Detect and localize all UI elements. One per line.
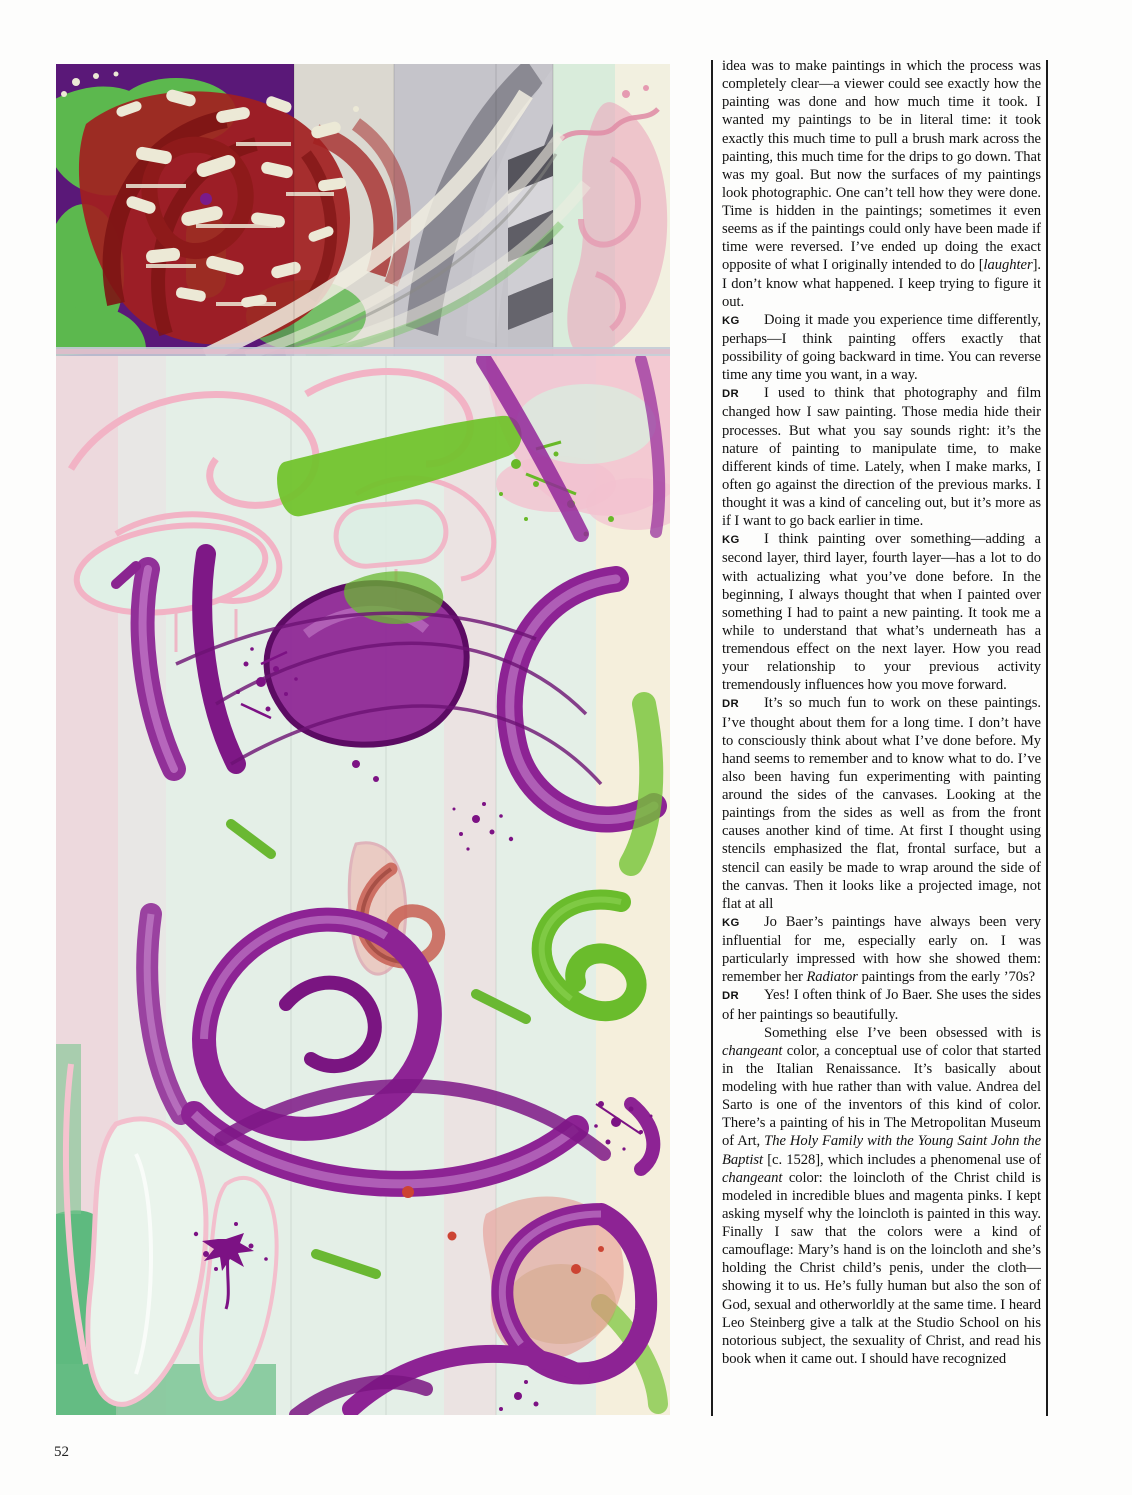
paragraph	[722, 384, 1041, 530]
italic-text: The Holy Family with the Young Saint John the Baptist	[722, 1133, 1041, 1168]
body-text: paintings from the early ’70s?	[857, 969, 1036, 986]
italic-text: Radiator	[806, 969, 858, 986]
body-text: color, a conceptual use of color that started in the Italian Renaissance. It’s basically about modeling with hue rather than with value. Andrea del Sarto is one of the inventors of this kind of color. There’s a painting of his in The Metropolitan Museum of Art,	[722, 1042, 1041, 1150]
paragraph	[722, 913, 1041, 987]
paragraph	[722, 530, 1041, 694]
paragraph	[722, 57, 1041, 311]
body-text: I think painting over something—adding a second layer, third layer, fourth layer—has a lot to do with actualizing what you’ve done before. In the beginning, I always thought that when I painted over something I had to paint a new painting. It took me a while to understand that what’s underneath has a tremendous effect on the next layer. How you read your relationship to your previous activity tremendously influences how you move forward.	[722, 531, 1041, 694]
italic-text: changeant	[722, 1169, 783, 1186]
paragraph	[722, 986, 1041, 1023]
speaker-tag: DR	[722, 388, 739, 401]
body-text: color: the loincloth of the Christ child is modeled in incredible blues and magenta pinks. I kept asking myself why the loincloth is painted in this way. Finally I saw that the colors were a kind of camouflage: Mary’s hand is on the loincloth and she’s holding the Christ child’s penis, under the cloth—showing it to us. He’s fully human but also the son of God, sexual and otherworldly at the same time. I heard Leo Steinberg give a talk at the Studio School on his notorious subject, the sexuality of Christ, and read his book when it came out. I should have recognized	[722, 1169, 1041, 1367]
body-text: Doing it made you experience time differently, perhaps—I think painting offers exactly that possibility of going backward in time. You can reverse time any time you want, in a way.	[722, 311, 1041, 384]
paragraph	[722, 694, 1041, 913]
paragraph	[722, 1024, 1041, 1368]
speaker-tag: KG	[722, 534, 740, 547]
body-text: Jo Baer’s paintings have always been very influential for me, especially early on. I was particularly impressed with how she showed them: remember her	[722, 913, 1041, 986]
italic-text: laughter	[983, 257, 1033, 274]
column-rule-left	[711, 60, 713, 1416]
column-rule-right	[1046, 60, 1048, 1416]
body-text: idea was to make paintings in which the process was completely clear—a viewer could see exactly how the painting was done and how much time it took. I wanted my paintings to be in literal time: it took exactly this much time to pull a brush mark across the painting, this much time for the drips to go down. That was my goal. But now the surfaces of my paintings look photographic. One can’t tell how they were done. Time is hidden in the paintings; sometimes it even seems as if the paintings could only have been made if time were reversed. I’ve ended up doing the exact opposite of what I originally intended to do [	[722, 58, 1041, 274]
body-text: ]. I don’t know what happened. I keep trying to figure it out.	[722, 257, 1041, 310]
speaker-tag: KG	[722, 916, 740, 929]
speaker-tag: KG	[722, 314, 740, 327]
body-text: I used to think that photography and film changed how I saw painting. Those media hide their processes. But what you say sounds right: it’s the nature of painting to manipulate time, to make different kinds of time. Lately, when I make marks, I often go against the direction of the previous marks. I thought it was a kind of canceling out, but it’s more as if I want to go back earlier in time.	[722, 385, 1041, 530]
speaker-tag: DR	[722, 990, 739, 1003]
body-text: Something else I’ve been obsessed with is	[764, 1024, 1041, 1041]
paragraph	[722, 311, 1041, 385]
article-text	[722, 57, 1041, 1417]
speaker-tag: DR	[722, 698, 739, 711]
page-number: 52	[54, 1444, 69, 1460]
body-text: Yes! I often think of Jo Baer. She uses the sides of her paintings so beautifully.	[722, 987, 1041, 1023]
body-text: [c. 1528], which includes a phenomenal use of	[763, 1151, 1041, 1168]
artwork-image	[56, 64, 670, 1415]
italic-text: changeant	[722, 1042, 783, 1059]
body-text: It’s so much fun to work on these paintings. I’ve thought about them for a long time. I don’t have to consciously think about what I’ve done before. My hand seems to remember and to know what to do. I’ve also been having fun experimenting with painting around the sides of the canvases. Looking at the paintings from the sides as well as from the front causes another kind of time. At first I thought using stencils emphasized the flat, frontal surface, but a stencil can easily be made to wrap around the side of the canvas. Then it looks like a projected image, not flat at all	[722, 695, 1041, 912]
